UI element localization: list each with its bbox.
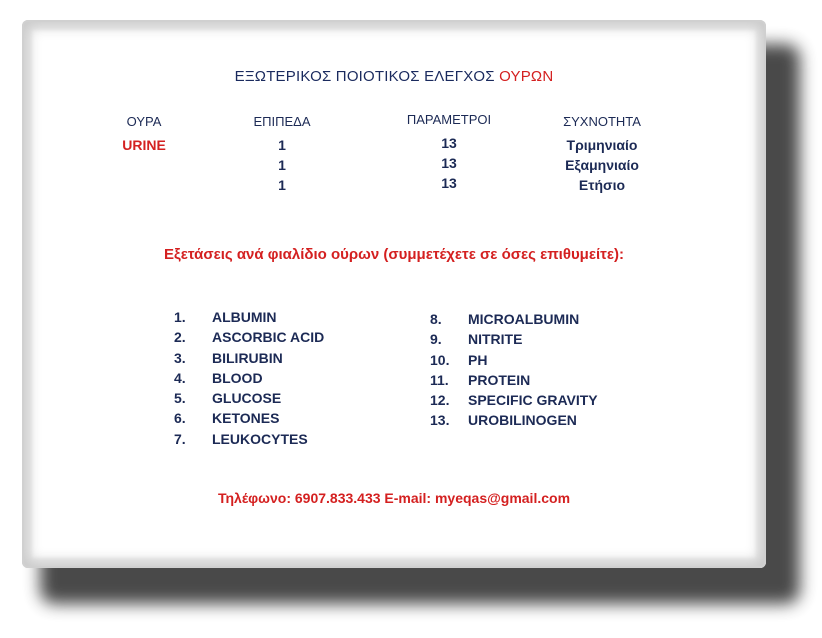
test-name: NITRITE <box>468 331 523 348</box>
frequency-cell: Τριμηνιαίο <box>566 137 638 153</box>
params-cell: 13 <box>441 155 457 171</box>
test-number: 2. <box>174 329 186 346</box>
level-cell: 1 <box>278 177 286 193</box>
frequency-cell: Ετήσιο <box>578 177 626 193</box>
test-name: BILIRUBIN <box>212 349 283 366</box>
test-name: LEUKOCYTES <box>212 430 308 447</box>
test-item <box>174 327 324 347</box>
test-item <box>430 329 598 349</box>
parameters-column <box>394 112 504 193</box>
params-cell: 13 <box>441 135 457 151</box>
test-number: 12. <box>430 392 450 409</box>
test-name: ASCORBIC ACID <box>212 329 325 346</box>
test-number: 11. <box>430 371 449 388</box>
test-item <box>174 307 324 327</box>
sample-column <box>104 114 184 155</box>
test-name: SPECIFIC GRAVITY <box>468 392 598 409</box>
tests-list-left <box>174 307 324 449</box>
test-number: 13. <box>430 412 450 429</box>
header-levels: ΕΠΙΠΕΔΑ <box>253 114 311 129</box>
params-cell: 13 <box>441 175 457 191</box>
test-item <box>430 350 598 370</box>
test-item <box>174 348 324 368</box>
test-number: 9. <box>430 331 442 348</box>
test-number: 3. <box>174 349 186 366</box>
test-name: PH <box>468 351 488 368</box>
test-name: PROTEIN <box>468 371 531 388</box>
test-item <box>430 390 598 410</box>
tests-subtitle: Εξετάσεις ανά φιαλίδιο ούρων (συμμετέχετε σε όσες επιθυμείτε): <box>164 246 624 263</box>
test-name: BLOOD <box>212 369 263 386</box>
contact-info: Τηλέφωνο: 6907.833.433 E-mail: myeqas@gmail.com <box>217 490 571 506</box>
header-sample: ΟΥΡΑ <box>126 114 162 129</box>
test-item <box>174 429 324 449</box>
title-main: ΕΞΩΤΕΡΙΚΟΣ ΠΟΙΟΤΙΚΟΣ ΕΛΕΓΧΟΣ <box>234 68 495 85</box>
frequency-cell: Εξαμηνιαίο <box>565 157 639 173</box>
test-name: KETONES <box>212 410 280 427</box>
test-number: 7. <box>174 430 186 447</box>
info-card <box>22 20 766 568</box>
page-title <box>22 68 766 85</box>
test-name: ALBUMIN <box>212 309 277 325</box>
frequency-column <box>552 114 652 195</box>
test-item <box>430 410 598 430</box>
test-item <box>174 368 324 388</box>
test-number: 10. <box>430 351 450 368</box>
header-frequency: ΣΥΧΝΟΤΗΤΑ <box>563 114 641 129</box>
test-name: MICROALBUMIN <box>468 311 580 327</box>
level-cell: 1 <box>278 157 286 173</box>
sample-value: URINE <box>122 137 166 153</box>
level-cell: 1 <box>278 137 286 153</box>
tests-list-right <box>430 309 598 431</box>
test-item <box>430 370 598 390</box>
test-name: GLUCOSE <box>212 390 282 407</box>
title-highlight: ΟΥΡΩΝ <box>499 68 554 85</box>
test-item <box>174 408 324 428</box>
test-number: 4. <box>174 369 186 386</box>
test-number: 1. <box>174 309 186 325</box>
test-number: 5. <box>174 390 186 407</box>
test-name: UROBILINOGEN <box>468 412 577 429</box>
test-number: 8. <box>430 311 442 327</box>
header-parameters: ΠΑΡΑΜΕΤΡΟΙ <box>406 112 492 127</box>
test-number: 6. <box>174 410 186 427</box>
test-item <box>430 309 598 329</box>
levels-column <box>232 114 332 195</box>
test-item <box>174 388 324 408</box>
